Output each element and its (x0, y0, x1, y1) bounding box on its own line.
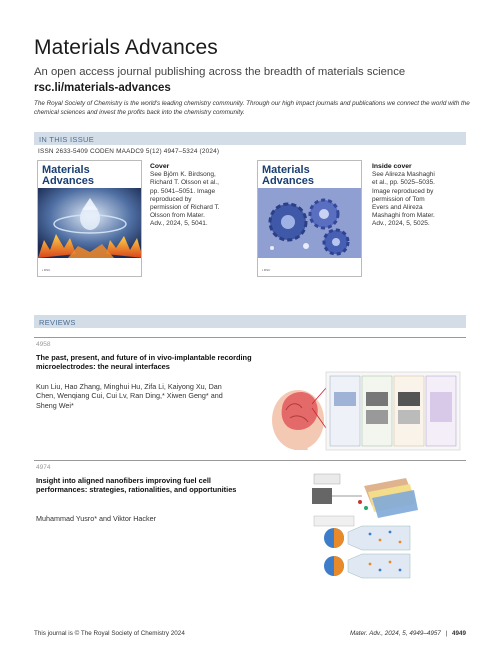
reviews-heading: REVIEWS (34, 315, 466, 328)
review-divider (34, 337, 466, 338)
review-authors: Kun Liu, Hao Zhang, Minghui Hu, Zifa Li, Kaiyong Xu, Dan Chen, Wenqiang Cui, Cui Lv, Ran Ding,* Xiwen Geng* and Sheng Wei* (36, 382, 223, 410)
cover-journal-name (258, 161, 361, 187)
cover-thumbnail[interactable] (37, 160, 142, 277)
cover-title-line2: Advances (262, 175, 314, 187)
review-graphical-abstract-nanofibers (310, 472, 420, 580)
journal-url[interactable]: rsc.li/materials-advances (34, 82, 171, 94)
in-this-issue-heading: IN THIS ISSUE (34, 132, 466, 145)
inside-cover-thumbnail[interactable] (257, 160, 362, 277)
inside-cover-caption (372, 163, 442, 229)
rsc-description: The Royal Society of Chemistry is the world's leading chemistry community. Through our high impact journals and publications we connect the world with the chemical sciences and invest the profits back into the chemistry community. (34, 100, 470, 117)
inside-cover-caption-text: See Alireza Mashaghi et al., pp. 5025–5035. Image reproduced by permission of Tom Evers and Alireza Mashaghi from Mater. Adv., 2024, 5, 5025. (372, 171, 435, 228)
cover-title-line2: Advances (42, 175, 94, 187)
cover-label: Cover (150, 163, 170, 170)
footer-citation (350, 630, 466, 637)
review-title[interactable]: The past, present, and future of in vivo-implantable recording microelectrodes: the neural interfaces (36, 353, 252, 372)
cover-caption-text: See Björn K. Birdsong, Richard T. Olsson et al., pp. 5041–5051. Image reproduced by permission of Richard T. Olsson from Mater. Adv., 2024, 5, 5041. (150, 171, 220, 228)
review-page-number: 4958 (36, 341, 51, 348)
review-title[interactable]: Insight into aligned nanofibers improving fuel cell performances: strategies, rationalities, and opportunities (36, 476, 237, 495)
page-number: 4949 (451, 630, 466, 637)
review-divider (34, 460, 466, 461)
cover-caption (150, 163, 220, 229)
issn-line: ISSN 2633-5409 CODEN MAADC9 5(12) 4947–5324 (2024) (38, 148, 220, 155)
cover-footer-logo: ▪ RSC (262, 268, 271, 272)
inside-cover-label: Inside cover (372, 163, 412, 170)
cover-footer-logo: ▪ RSC (42, 268, 51, 272)
footer-copyright: This journal is © The Royal Society of Chemistry 2024 (34, 630, 185, 637)
cover-title-line1: Materials (42, 164, 90, 176)
journal-title: Materials Advances (34, 36, 218, 59)
footer-separator: | (445, 630, 448, 637)
review-page-number: 4974 (36, 464, 51, 471)
review-graphical-abstract-neural (268, 368, 466, 460)
journal-tagline: An open access journal publishing across the breadth of materials science (34, 66, 406, 78)
footer-journal-citation: Mater. Adv., 2024, 5, 4949–4957 (350, 630, 441, 637)
inside-cover-artwork (258, 188, 362, 258)
review-authors: Muhammad Yusro* and Viktor Hacker (36, 514, 156, 523)
cover-artwork (38, 188, 142, 258)
cover-journal-name (38, 161, 141, 187)
cover-title-line1: Materials (262, 164, 310, 176)
